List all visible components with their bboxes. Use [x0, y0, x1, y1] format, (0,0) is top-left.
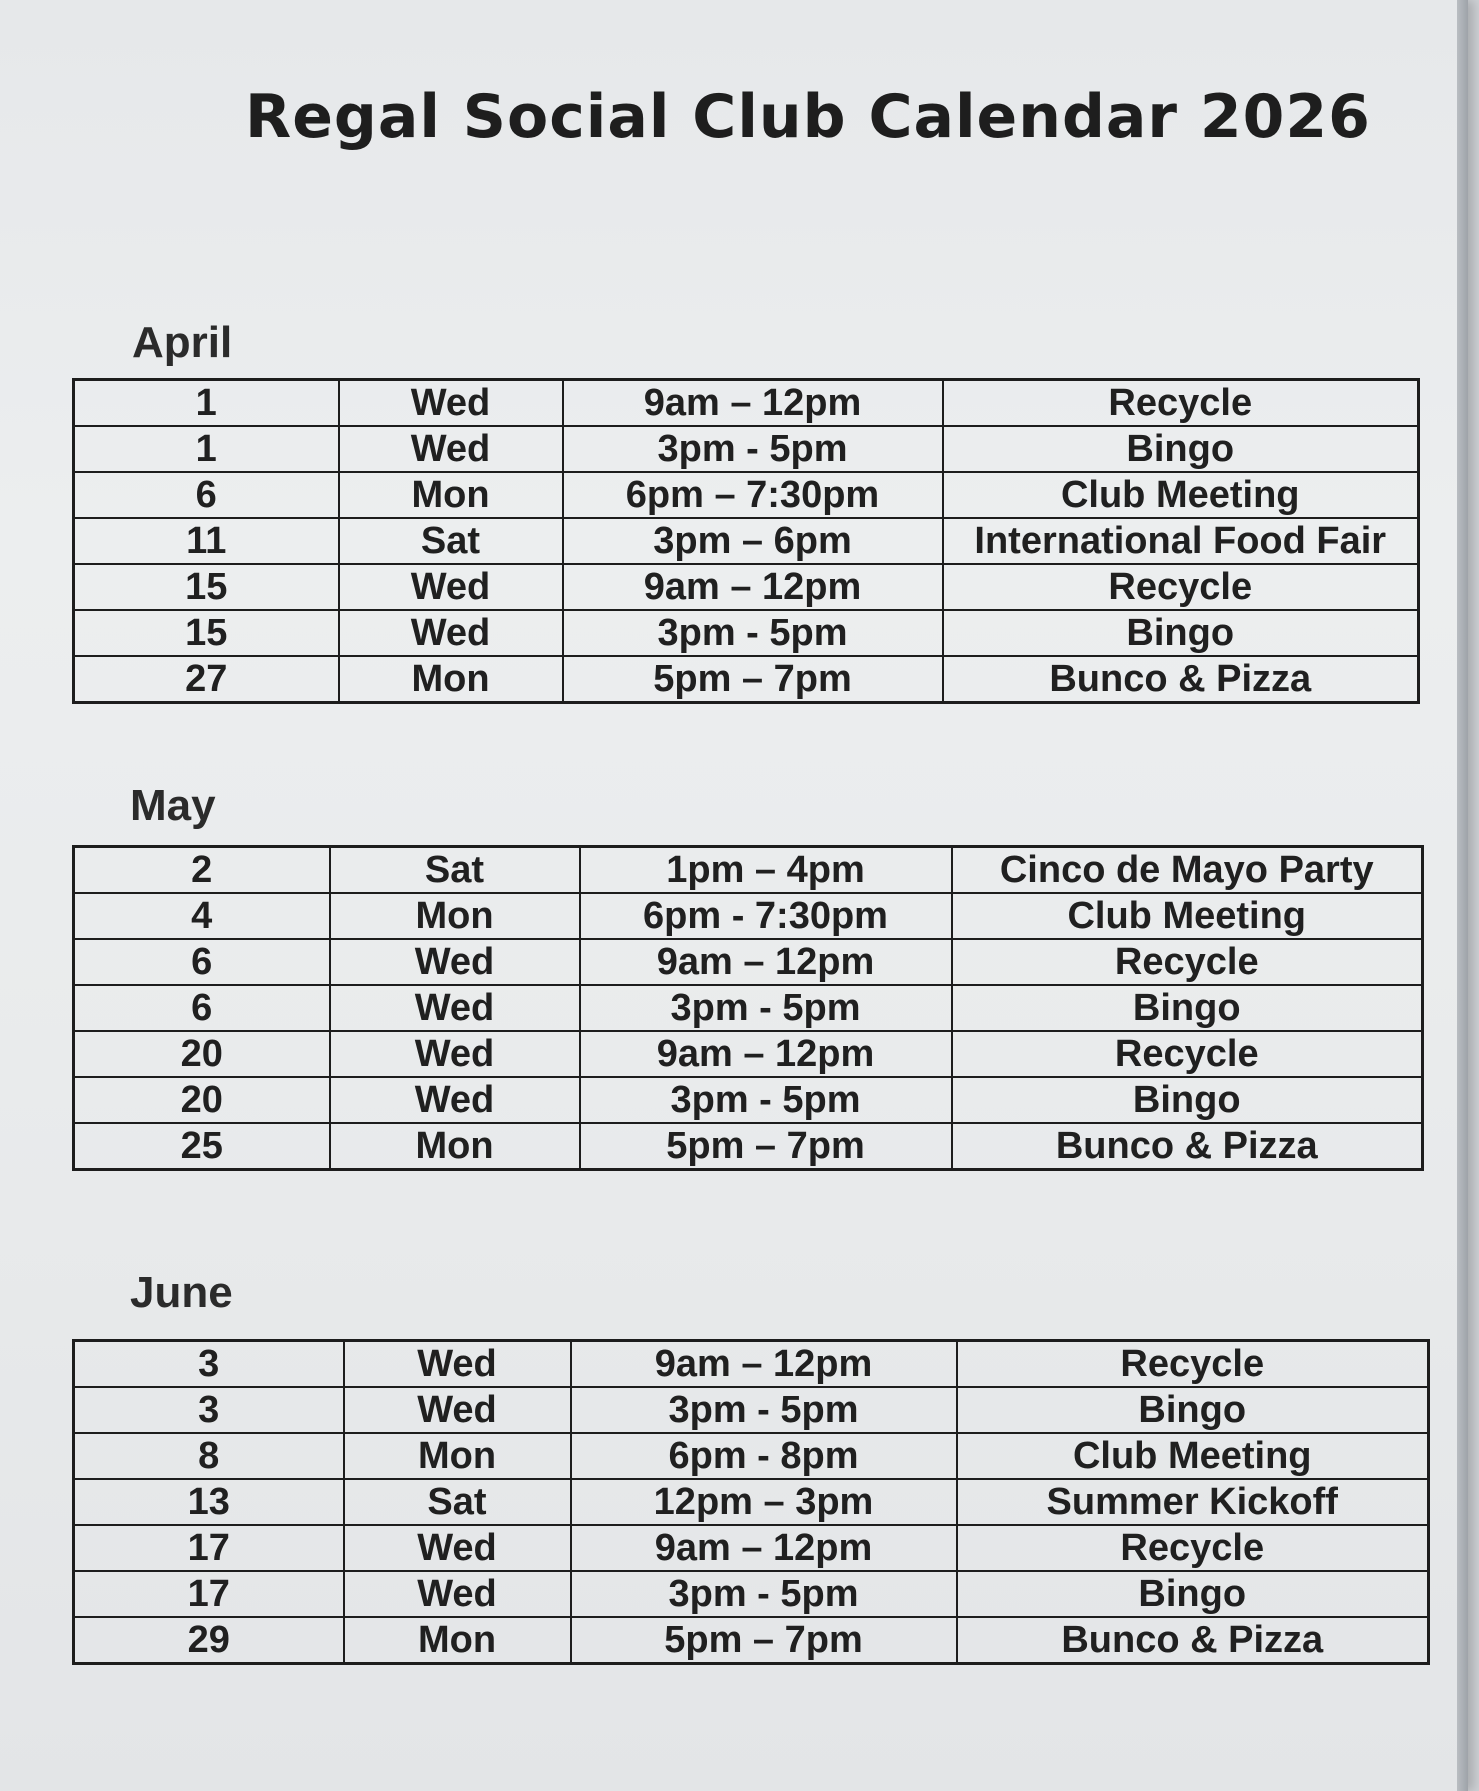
date-cell: 17 — [74, 1571, 344, 1617]
day-cell: Mon — [339, 472, 563, 518]
time-cell: 3pm - 5pm — [580, 985, 952, 1031]
month-heading-june: June — [130, 1268, 233, 1317]
day-cell: Wed — [330, 1077, 580, 1123]
date-cell: 29 — [74, 1617, 344, 1664]
date-cell: 3 — [74, 1341, 344, 1388]
table-row — [74, 847, 1423, 894]
time-cell: 9am – 12pm — [571, 1341, 957, 1388]
table-row — [74, 1387, 1429, 1433]
event-cell: Bingo — [957, 1571, 1429, 1617]
table-row — [74, 472, 1419, 518]
day-cell: Sat — [344, 1479, 571, 1525]
day-cell: Mon — [330, 1123, 580, 1170]
month-heading-may: May — [130, 781, 216, 830]
table-row — [74, 893, 1423, 939]
schedule-table-june — [72, 1339, 1430, 1665]
date-cell: 17 — [74, 1525, 344, 1571]
event-cell: Recycle — [957, 1525, 1429, 1571]
day-cell: Wed — [344, 1571, 571, 1617]
time-cell: 9am – 12pm — [580, 1031, 952, 1077]
day-cell: Wed — [339, 426, 563, 472]
event-cell: Bunco & Pizza — [952, 1123, 1423, 1170]
date-cell: 3 — [74, 1387, 344, 1433]
event-cell: Recycle — [943, 380, 1419, 427]
table-row — [74, 1433, 1429, 1479]
day-cell: Sat — [339, 518, 563, 564]
day-cell: Wed — [330, 985, 580, 1031]
day-cell: Wed — [330, 1031, 580, 1077]
time-cell: 3pm - 5pm — [563, 610, 943, 656]
time-cell: 5pm – 7pm — [563, 656, 943, 703]
date-cell: 25 — [74, 1123, 330, 1170]
table-row — [74, 1123, 1423, 1170]
time-cell: 5pm – 7pm — [580, 1123, 952, 1170]
table-row — [74, 1031, 1423, 1077]
time-cell: 9am – 12pm — [580, 939, 952, 985]
date-cell: 8 — [74, 1433, 344, 1479]
event-cell: Bingo — [957, 1387, 1429, 1433]
time-cell: 3pm - 5pm — [571, 1571, 957, 1617]
event-cell: Club Meeting — [957, 1433, 1429, 1479]
time-cell: 3pm - 5pm — [571, 1387, 957, 1433]
table-row — [74, 380, 1419, 427]
day-cell: Wed — [344, 1525, 571, 1571]
schedule-table-may — [72, 845, 1424, 1171]
table-row — [74, 426, 1419, 472]
date-cell: 27 — [74, 656, 339, 703]
event-cell: Bingo — [943, 426, 1419, 472]
day-cell: Wed — [339, 564, 563, 610]
day-cell: Wed — [339, 380, 563, 427]
event-cell: Summer Kickoff — [957, 1479, 1429, 1525]
day-cell: Mon — [344, 1617, 571, 1664]
time-cell: 6pm - 8pm — [571, 1433, 957, 1479]
time-cell: 3pm – 6pm — [563, 518, 943, 564]
table-row — [74, 985, 1423, 1031]
time-cell: 12pm – 3pm — [571, 1479, 957, 1525]
event-cell: Club Meeting — [943, 472, 1419, 518]
table-row — [74, 939, 1423, 985]
event-cell: Bingo — [952, 985, 1423, 1031]
date-cell: 15 — [74, 564, 339, 610]
time-cell: 9am – 12pm — [563, 564, 943, 610]
table-row — [74, 564, 1419, 610]
date-cell: 15 — [74, 610, 339, 656]
table-row — [74, 1479, 1429, 1525]
event-cell: Bunco & Pizza — [957, 1617, 1429, 1664]
day-cell: Wed — [344, 1387, 571, 1433]
time-cell: 9am – 12pm — [571, 1525, 957, 1571]
event-cell: Recycle — [957, 1341, 1429, 1388]
date-cell: 20 — [74, 1031, 330, 1077]
event-cell: International Food Fair — [943, 518, 1419, 564]
time-cell: 5pm – 7pm — [571, 1617, 957, 1664]
date-cell: 4 — [74, 893, 330, 939]
day-cell: Mon — [339, 656, 563, 703]
table-row — [74, 1077, 1423, 1123]
event-cell: Bunco & Pizza — [943, 656, 1419, 703]
month-heading-april: April — [132, 318, 233, 367]
event-cell: Bingo — [952, 1077, 1423, 1123]
time-cell: 1pm – 4pm — [580, 847, 952, 894]
day-cell: Wed — [330, 939, 580, 985]
time-cell: 3pm - 5pm — [580, 1077, 952, 1123]
day-cell: Mon — [344, 1433, 571, 1479]
event-cell: Bingo — [943, 610, 1419, 656]
time-cell: 3pm - 5pm — [563, 426, 943, 472]
date-cell: 13 — [74, 1479, 344, 1525]
event-cell: Club Meeting — [952, 893, 1423, 939]
date-cell: 11 — [74, 518, 339, 564]
date-cell: 6 — [74, 985, 330, 1031]
event-cell: Recycle — [943, 564, 1419, 610]
table-row — [74, 1617, 1429, 1664]
schedule-table-april — [72, 378, 1420, 704]
date-cell: 20 — [74, 1077, 330, 1123]
day-cell: Wed — [344, 1341, 571, 1388]
date-cell: 2 — [74, 847, 330, 894]
date-cell: 6 — [74, 472, 339, 518]
table-row — [74, 518, 1419, 564]
day-cell: Sat — [330, 847, 580, 894]
event-cell: Cinco de Mayo Party — [952, 847, 1423, 894]
time-cell: 9am – 12pm — [563, 380, 943, 427]
table-row — [74, 610, 1419, 656]
date-cell: 1 — [74, 380, 339, 427]
page-edge — [1457, 0, 1468, 1791]
table-row — [74, 1341, 1429, 1388]
time-cell: 6pm – 7:30pm — [563, 472, 943, 518]
table-row — [74, 1525, 1429, 1571]
table-row — [74, 1571, 1429, 1617]
date-cell: 1 — [74, 426, 339, 472]
day-cell: Wed — [339, 610, 563, 656]
date-cell: 6 — [74, 939, 330, 985]
table-row — [74, 656, 1419, 703]
event-cell: Recycle — [952, 1031, 1423, 1077]
time-cell: 6pm - 7:30pm — [580, 893, 952, 939]
day-cell: Mon — [330, 893, 580, 939]
page-title: Regal Social Club Calendar 2026 — [245, 82, 1371, 152]
event-cell: Recycle — [952, 939, 1423, 985]
